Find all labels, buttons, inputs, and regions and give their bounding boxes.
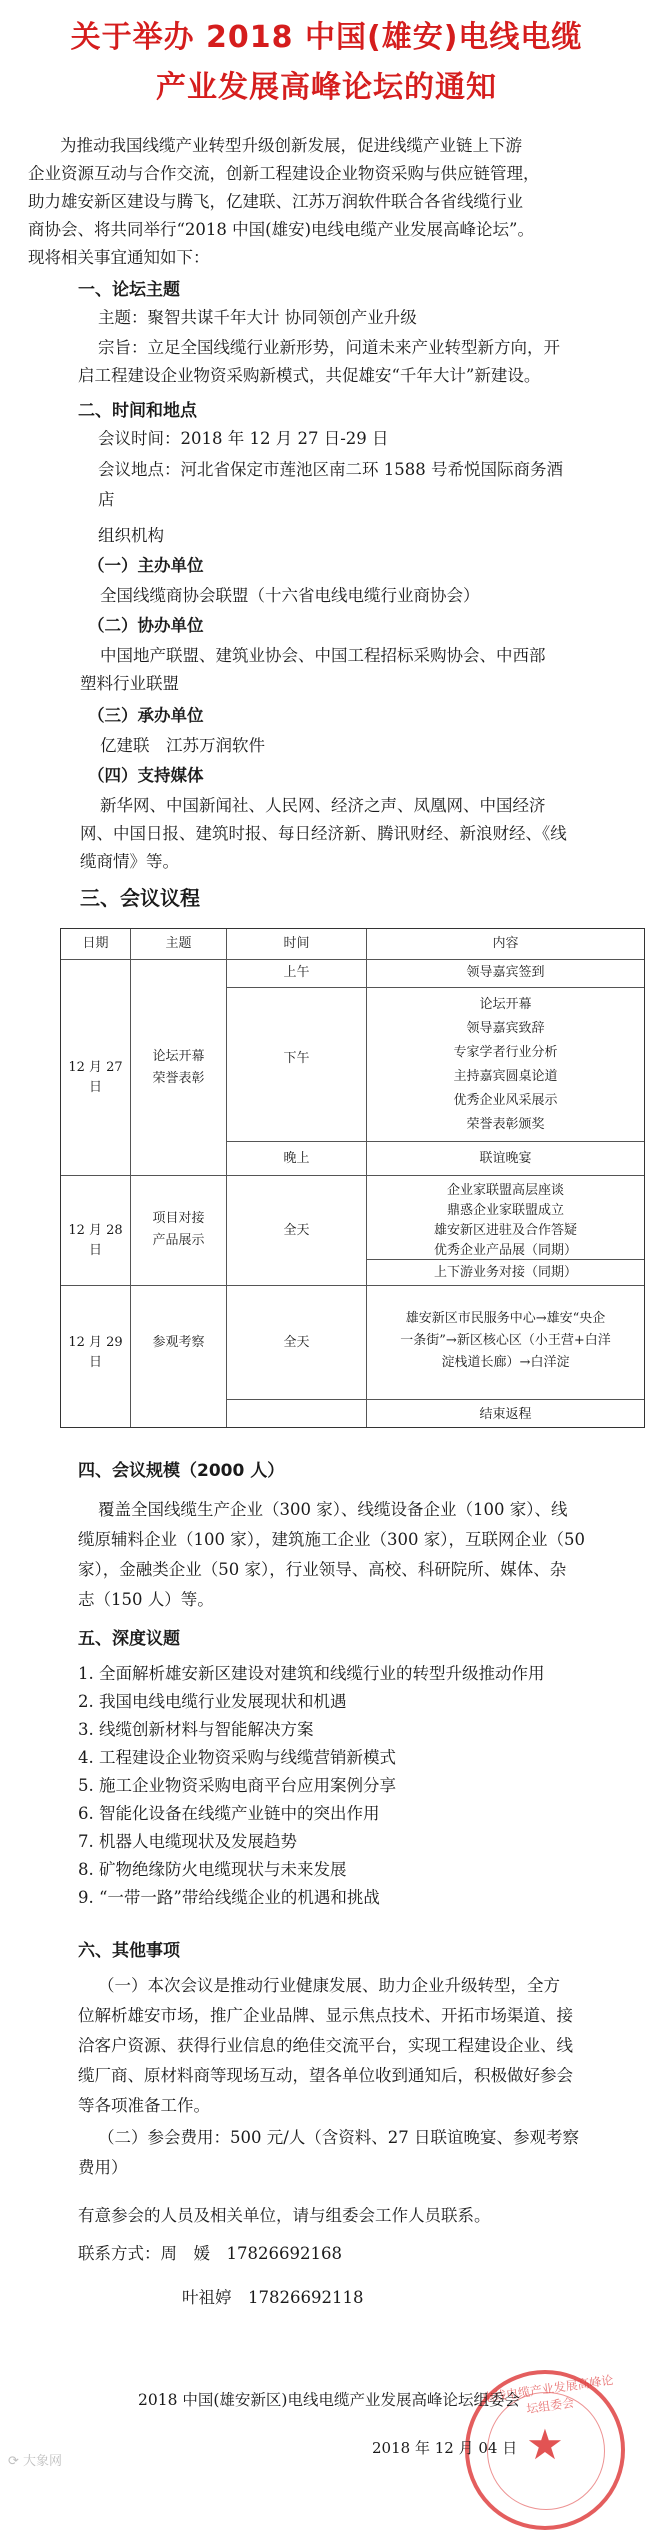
media-line-1: 新华网、中国新闻社、人民网、经济之声、凤凰网、中国经济 <box>100 796 546 815</box>
org-heading: 组织机构 <box>98 526 164 545</box>
media-label: （四）支持媒体 <box>88 766 204 785</box>
invite-text: 有意参会的人员及相关单位，请与组委会工作人员联系。 <box>78 2206 491 2225</box>
day2-topic-line-1: 项目对接 <box>152 1211 205 1226</box>
day1-evening-content: 联谊晚宴 <box>479 1151 532 1166</box>
day2-date: 12 月 28 日 <box>68 1223 123 1258</box>
day2-item: 雄安新区进驻及合作答疑 <box>433 1223 577 1238</box>
co-organizer-line-1: 中国地产联盟、建筑业协会、中国工程招标采购协会、中西部 <box>100 646 546 665</box>
day1-date: 12 月 27 日 <box>68 1060 123 1095</box>
day1-topic-line-1: 论坛开幕 <box>152 1049 205 1064</box>
meeting-time: 会议时间：2018 年 12 月 27 日-29 日 <box>98 429 389 448</box>
scale-line-4: 志（150 人）等。 <box>78 1590 214 1609</box>
agenda-table <box>60 928 645 1428</box>
day1-time-morning: 上午 <box>283 965 310 980</box>
host-text: 全国线缆商协会联盟（十六省电线电缆行业商协会） <box>100 586 480 605</box>
topic-item: 3. 线缆创新材料与智能解决方案 <box>78 1720 314 1739</box>
day2-item: 上下游业务对接（同期） <box>433 1265 577 1280</box>
day3-topic: 参观考察 <box>152 1335 205 1350</box>
contact-2: 叶祖婷 17826692118 <box>182 2288 364 2307</box>
day1-afternoon-item: 优秀企业风采展示 <box>453 1093 558 1108</box>
section-heading-agenda: 三、会议议程 <box>80 886 200 910</box>
scale-line-2: 缆原辅料企业（100 家），建筑施工企业（300 家），互联网企业（50 <box>78 1530 585 1549</box>
topic-item: 6. 智能化设备在线缆产业链中的突出作用 <box>78 1804 380 1823</box>
topic-item: 4. 工程建设企业物资采购与线缆营销新模式 <box>78 1748 396 1767</box>
topic-item: 7. 机器人电缆现状及发展趋势 <box>78 1832 297 1851</box>
day2-item: 鼎惑企业家联盟成立 <box>446 1203 564 1218</box>
meeting-place-line-2: 店 <box>98 490 115 509</box>
intro-line-1: 为推动我国线缆产业转型升级创新发展，促进线缆产业链上下游 <box>60 136 522 155</box>
day3-date: 12 月 29 日 <box>68 1335 123 1370</box>
theme-text: 主题：聚智共谋千年大计 协同领创产业升级 <box>98 308 417 327</box>
day1-morning-content: 领导嘉宾签到 <box>466 965 545 980</box>
day1-afternoon-item: 领导嘉宾致辞 <box>466 1021 545 1036</box>
day3-closing: 结束返程 <box>479 1407 532 1422</box>
intro-line-5: 现将相关事宜通知如下： <box>28 248 210 267</box>
title-line-1: 关于举办 2018 中国(雄安)电线电缆 <box>70 20 583 55</box>
day3-item-line-2: 一条街”→新区核心区（小王营+白洋 <box>400 1333 611 1348</box>
issue-date: 2018 年 12 月 04 日 <box>372 2439 518 2457</box>
day2-topic-line-2: 产品展示 <box>152 1233 205 1248</box>
topic-item: 1. 全面解析雄安新区建设对建筑和线缆行业的转型升级推动作用 <box>78 1664 545 1683</box>
watermark-logo: ⟳ 大象网 <box>8 2454 63 2469</box>
other-p2-line-1: （二）参会费用：500 元/人（含资料、27 日联谊晚宴、参观考察 <box>98 2128 580 2147</box>
day1-afternoon-item: 论坛开幕 <box>479 997 532 1012</box>
other-p2-line-2: 费用） <box>78 2158 128 2177</box>
day2-time: 全天 <box>283 1223 310 1238</box>
column-header-date: 日期 <box>82 936 109 951</box>
other-p1-line-1: （一）本次会议是推动行业健康发展、助力企业升级转型，全方 <box>98 1976 560 1995</box>
day1-afternoon-item: 主持嘉宾圆桌论道 <box>453 1069 558 1084</box>
media-line-3: 缆商情》等。 <box>80 852 179 871</box>
column-header-content: 内容 <box>492 936 519 951</box>
day2-item: 企业家联盟高层座谈 <box>446 1183 564 1198</box>
purpose-line-2: 启工程建设企业物资采购新模式，共促雄安“千年大计”新建设。 <box>78 366 541 385</box>
meeting-place-line-1: 会议地点：河北省保定市莲池区南二环 1588 号希悦国际商务酒 <box>98 460 563 479</box>
day3-item-line-1: 雄安新区市民服务中心→雄安“央企 <box>405 1311 606 1326</box>
purpose-line-1: 宗旨：立足全国线缆行业新形势，问道未来产业转型新方向，开 <box>98 338 560 357</box>
day1-topic-line-2: 荣誉表彰 <box>152 1071 205 1086</box>
section-heading-theme: 一、论坛主题 <box>78 280 180 300</box>
topic-item: 5. 施工企业物资采购电商平台应用案例分享 <box>78 1776 396 1795</box>
seal-star-icon: ★ <box>526 2420 564 2469</box>
undertaker-text: 亿建联 江苏万润软件 <box>100 736 265 755</box>
title-line-2: 产业发展高峰论坛的通知 <box>156 70 497 105</box>
section-heading-time-place: 二、时间和地点 <box>78 401 197 421</box>
intro-line-4: 商协会、将共同举行“2018 中国(雄安)电线电缆产业发展高峰论坛”。 <box>28 220 534 239</box>
day1-time-afternoon: 下午 <box>283 1051 310 1066</box>
other-p1-line-4: 缆厂商、原材料商等现场互动，望各单位收到通知后，积极做好参会 <box>78 2066 573 2085</box>
column-header-topic: 主题 <box>165 936 192 951</box>
host-label: （一）主办单位 <box>88 556 204 575</box>
section-heading-scale: 四、会议规模（2000 人） <box>78 1461 285 1481</box>
day3-item-line-3: 淀栈道长廊）→白洋淀 <box>441 1355 570 1370</box>
scale-line-1: 覆盖全国线缆生产企业（300 家）、线缆设备企业（100 家）、线 <box>98 1500 568 1519</box>
intro-line-3: 助力雄安新区建设与腾飞，亿建联、江苏万润软件联合各省线缆行业 <box>28 192 523 211</box>
intro-line-2: 企业资源互动与合作交流，创新工程建设企业物资采购与供应链管理， <box>28 164 540 183</box>
co-organizer-line-2: 塑料行业联盟 <box>80 674 179 693</box>
column-header-time: 时间 <box>283 936 310 951</box>
day1-time-evening: 晚上 <box>283 1151 310 1166</box>
section-heading-topics: 五、深度议题 <box>78 1629 180 1649</box>
contact-1: 联系方式：周 媛 17826692168 <box>78 2244 342 2263</box>
day2-item: 优秀企业产品展（同期） <box>433 1243 577 1258</box>
organizer-name: 2018 中国(雄安新区)电线电缆产业发展高峰论坛组委会 <box>138 2391 520 2409</box>
section-heading-other: 六、其他事项 <box>78 1941 180 1961</box>
other-p1-line-3: 洽客户资源、获得行业信息的绝佳交流平台，实现工程建设企业、线 <box>78 2036 573 2055</box>
undertaker-label: （三）承办单位 <box>88 706 204 725</box>
topic-item: 9. “一带一路”带给线缆企业的机遇和挑战 <box>78 1888 380 1907</box>
topic-item: 8. 矿物绝缘防火电缆现状与未来发展 <box>78 1860 347 1879</box>
day3-time: 全天 <box>283 1335 310 1350</box>
other-p1-line-2: 位解析雄安市场，推广企业品牌、显示焦点技术、开拓市场渠道、接 <box>78 2006 573 2025</box>
seal-text: 电线电缆产业发展高峰论坛组委会 <box>481 2372 615 2417</box>
co-organizer-label: （二）协办单位 <box>88 616 204 635</box>
topic-item: 2. 我国电线电缆行业发展现状和机遇 <box>78 1692 347 1711</box>
other-p1-line-5: 等各项准备工作。 <box>78 2096 210 2115</box>
media-line-2: 网、中国日报、建筑时报、每日经济新、腾讯财经、新浪财经、《线 <box>80 824 567 843</box>
day1-afternoon-item: 专家学者行业分析 <box>453 1045 558 1060</box>
scale-line-3: 家），金融类企业（50 家），行业领导、高校、科研院所、媒体、杂 <box>78 1560 567 1579</box>
day1-afternoon-item: 荣誉表彰颁奖 <box>466 1117 545 1132</box>
